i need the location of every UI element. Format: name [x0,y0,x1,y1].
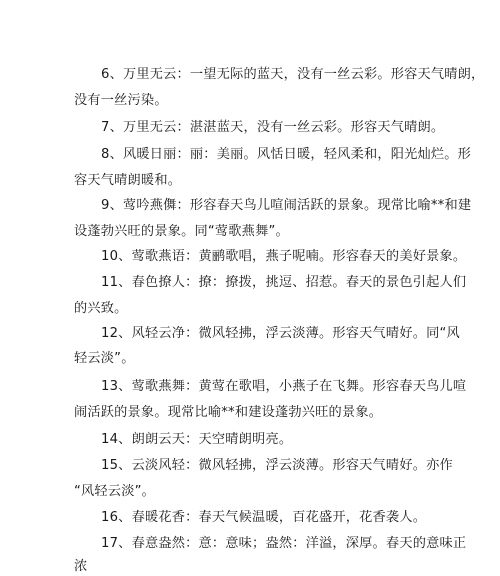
doc-line-7: 设蓬勃兴旺的景象。同“莺歌燕舞”。 [74,224,289,239]
doc-line-14: 闹活跃的景象。现常比喻**和建设蓬勃兴旺的景象。 [74,405,383,420]
doc-line-18: 16、春暖花香：春天气候温暖，百花盛开，花香袭人。 [101,510,427,525]
doc-line-17: “风轻云淡”。 [74,484,156,499]
doc-line-19: 17、春意盎然：意：意味；盎然：洋溢，深厚。春天的意味正 [101,536,467,551]
doc-line-9: 11、春色撩人：撩：撩拨，挑逗、招惹。春天的景色引起人们 [101,275,467,290]
partial-line-fragment: 浓 [74,559,88,574]
doc-line-13: 13、莺歌燕舞：黄莺在歌唱，小燕子在飞舞。形容春天鸟儿喧 [101,379,467,394]
doc-line-10: 的兴致。 [74,301,128,316]
doc-line-15: 14、朗朗云天：天空晴朗明亮。 [101,432,293,447]
doc-line-1: 6、万里无云：一望无际的蓝天，没有一丝云彩。形容天气晴朗， [101,67,485,82]
doc-line-3: 7、万里无云：湛湛蓝天，没有一丝云彩。形容天气晴朗。 [101,120,445,135]
doc-line-11: 12、风轻云净：微风轻拂，浮云淡薄。形容天气晴好。同“风 [101,326,460,341]
doc-line-4: 8、风暖日丽：丽：美丽。风恬日暖，轻风柔和，阳光灿烂。形 [101,147,472,162]
doc-line-2: 没有一丝污染。 [74,93,168,108]
doc-line-12: 轻云淡”。 [74,351,135,366]
doc-line-6: 9、莺吟燕儛：形容春天鸟儿喧闹活跃的景象。现常比喻**和建 [101,198,472,213]
doc-line-8: 10、莺歌燕语：黄鹂歌唱，燕子呢喃。形容春天的美好景象。 [101,249,467,264]
doc-line-16: 15、云淡风轻：微风轻拂，浮云淡薄。形容天气晴好。亦作 [101,458,453,473]
doc-line-5: 容天气晴朗暖和。 [74,173,182,188]
